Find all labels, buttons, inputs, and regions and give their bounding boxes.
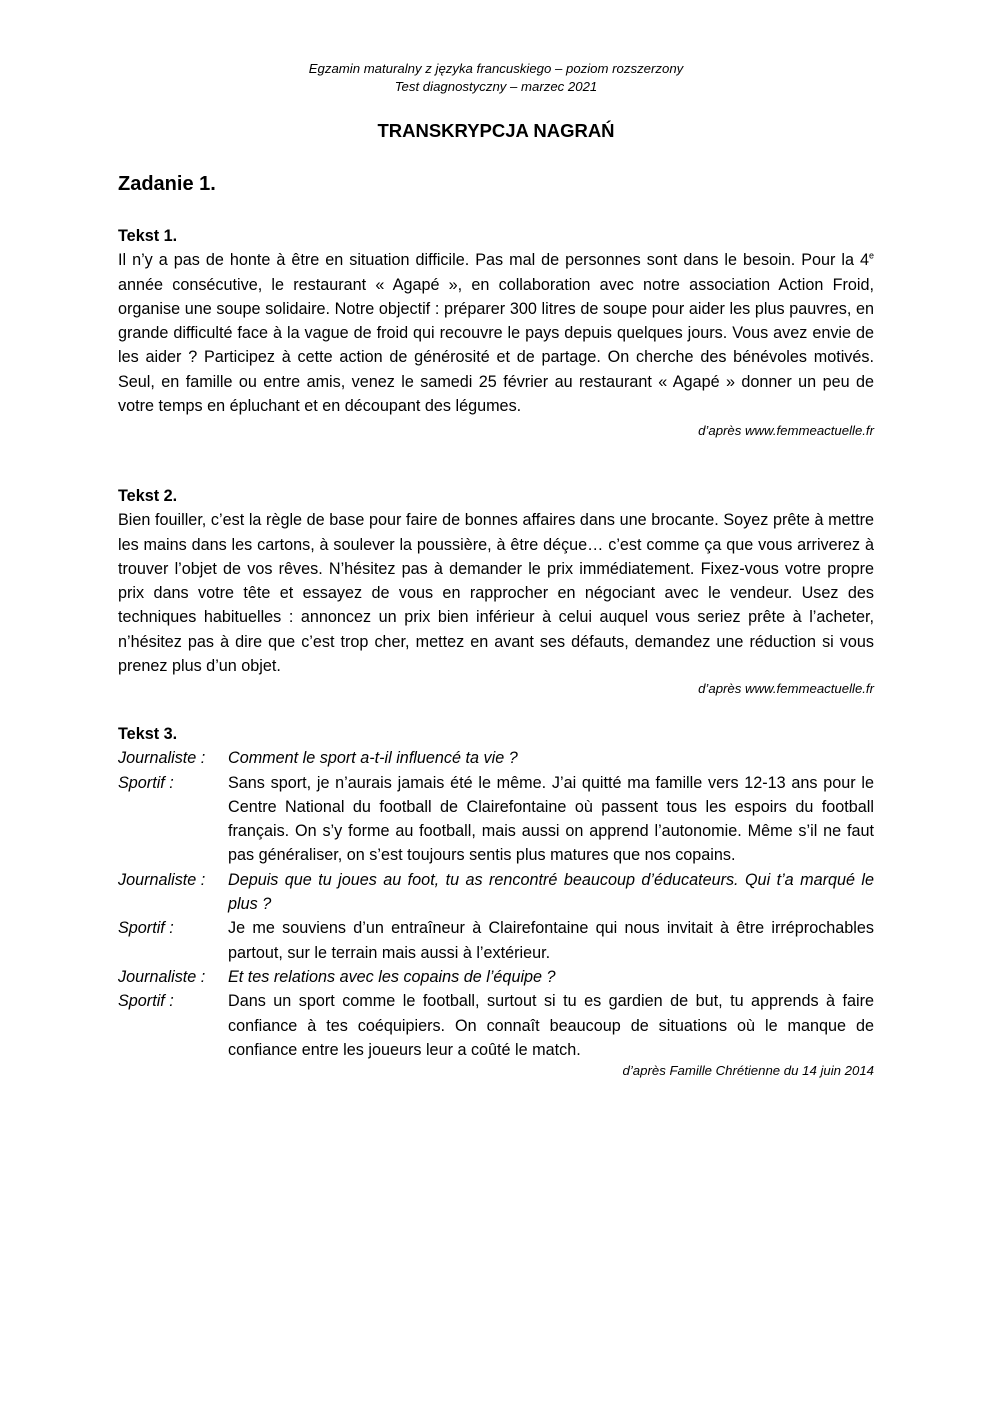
text1-body (118, 248, 874, 418)
dialog-speaker: Sportif : (118, 919, 174, 938)
text2-section (118, 484, 874, 698)
text3-title: Tekst 3. (118, 725, 178, 743)
text1-body-part-b: année consécutive, le restaurant « Agapé », en collaboration avec notre association Action Froid, organise une soupe solidaire. Notre objectif : préparer 300 litres de soupe pour aider les plus pauvres, en grande difficulté face à la vague de froid qui recouvre le pays depuis quelques jours. Vous avez envie de les aider ? Participez à cette action de générosité et de partage. On cherche des bénévoles motivés. Seul, en famille ou entre amis, venez le samedi 25 février au restaurant « Agapé » donner un peu de votre temps en épluchant et en découpant des légumes. (118, 275, 874, 416)
text1-body-part-a: Il n’y a pas de honte à être en situation difficile. Pas mal de personnes sont dans le besoin. Pour la 4 (118, 251, 869, 270)
dialog-row (118, 965, 874, 989)
dialog-question: Et tes relations avec les copains de l’équipe ? (228, 967, 556, 986)
dialog-row (118, 868, 874, 917)
dialog-speaker: Sportif : (118, 773, 174, 792)
text1-source: d’après www.femmeactuelle.fr (698, 423, 874, 439)
exam-header-line2: Test diagnostyczny – marzec 2021 (394, 79, 598, 94)
dialog-row (118, 746, 874, 770)
text1-title: Tekst 1. (118, 227, 178, 245)
text2-title: Tekst 2. (118, 487, 178, 505)
dialog-speaker: Journaliste : (118, 749, 206, 768)
text1-section (118, 224, 874, 440)
dialog-speaker: Journaliste : (118, 967, 206, 986)
dialog-row (118, 916, 874, 965)
page-title: TRANSKRYPCJA NAGRAŃ (377, 120, 615, 141)
dialog-question: Depuis que tu joues au foot, tu as rencontré beaucoup d’éducateurs. Qui t’a marqué le plus ? (228, 870, 874, 914)
exam-header (118, 60, 874, 96)
dialog-speaker: Sportif : (118, 992, 174, 1011)
text2-source: d’après www.femmeactuelle.fr (698, 681, 874, 697)
dialog-speaker: Journaliste : (118, 870, 206, 889)
text3-source: d’après Famille Chrétienne du 14 juin 2014 (622, 1063, 874, 1079)
task-heading: Zadanie 1. (118, 173, 216, 195)
exam-header-line1: Egzamin maturalny z języka francuskiego – poziom rozszerzony (308, 61, 684, 76)
dialog-row (118, 771, 874, 868)
interview-dialog (118, 746, 874, 1062)
dialog-row (118, 989, 874, 1062)
text2-body: Bien fouiller, c’est la règle de base pour faire de bonnes affaires dans une brocante. Soyez prête à mettre les mains dans les cartons, à soulever la poussière, à être déçue… c’est comme ça que vous arriverez à trouver l’objet de vos rêves. N’hésitez pas à demander le prix immédiatement. Fixez-vous votre propre prix dans votre tête et essayez de vous en rapprocher en négociant avec le vendeur. Usez des techniques habituelles : annoncez un prix bien inférieur à celui auquel vous seriez prête à l’acheter, n’hésitez pas à dire que c’est trop cher, mettez en avant ses défauts, demandez une réduction si vous prenez plus d’un objet. (118, 511, 874, 676)
dialog-question: Comment le sport a-t-il influencé ta vie ? (228, 749, 518, 768)
dialog-answer: Dans un sport comme le football, surtout si tu es gardien de but, tu apprends à faire confiance à tes coéquipiers. On connaît beaucoup de situations où le manque de confiance entre les joueurs leur a coûté le match. (228, 992, 874, 1059)
dialog-answer: Sans sport, je n’aurais jamais été le même. J’ai quitté ma famille vers 12-13 ans pour le Centre National du football de Clairefontaine où passent tous les espoirs du football français. On s’y forme au football, mais aussi on apprend l’autonomie. Même s’il ne faut pas généraliser, on s’est toujours sentis plus matures que nos copains. (228, 773, 874, 865)
dialog-answer: Je me souviens d’un entraîneur à Clairefontaine qui nous invitait à être irréprochables partout, sur le terrain mais aussi à l’extérieur. (228, 919, 874, 962)
text1-superscript: e (868, 250, 874, 261)
text3-section (118, 722, 874, 1080)
